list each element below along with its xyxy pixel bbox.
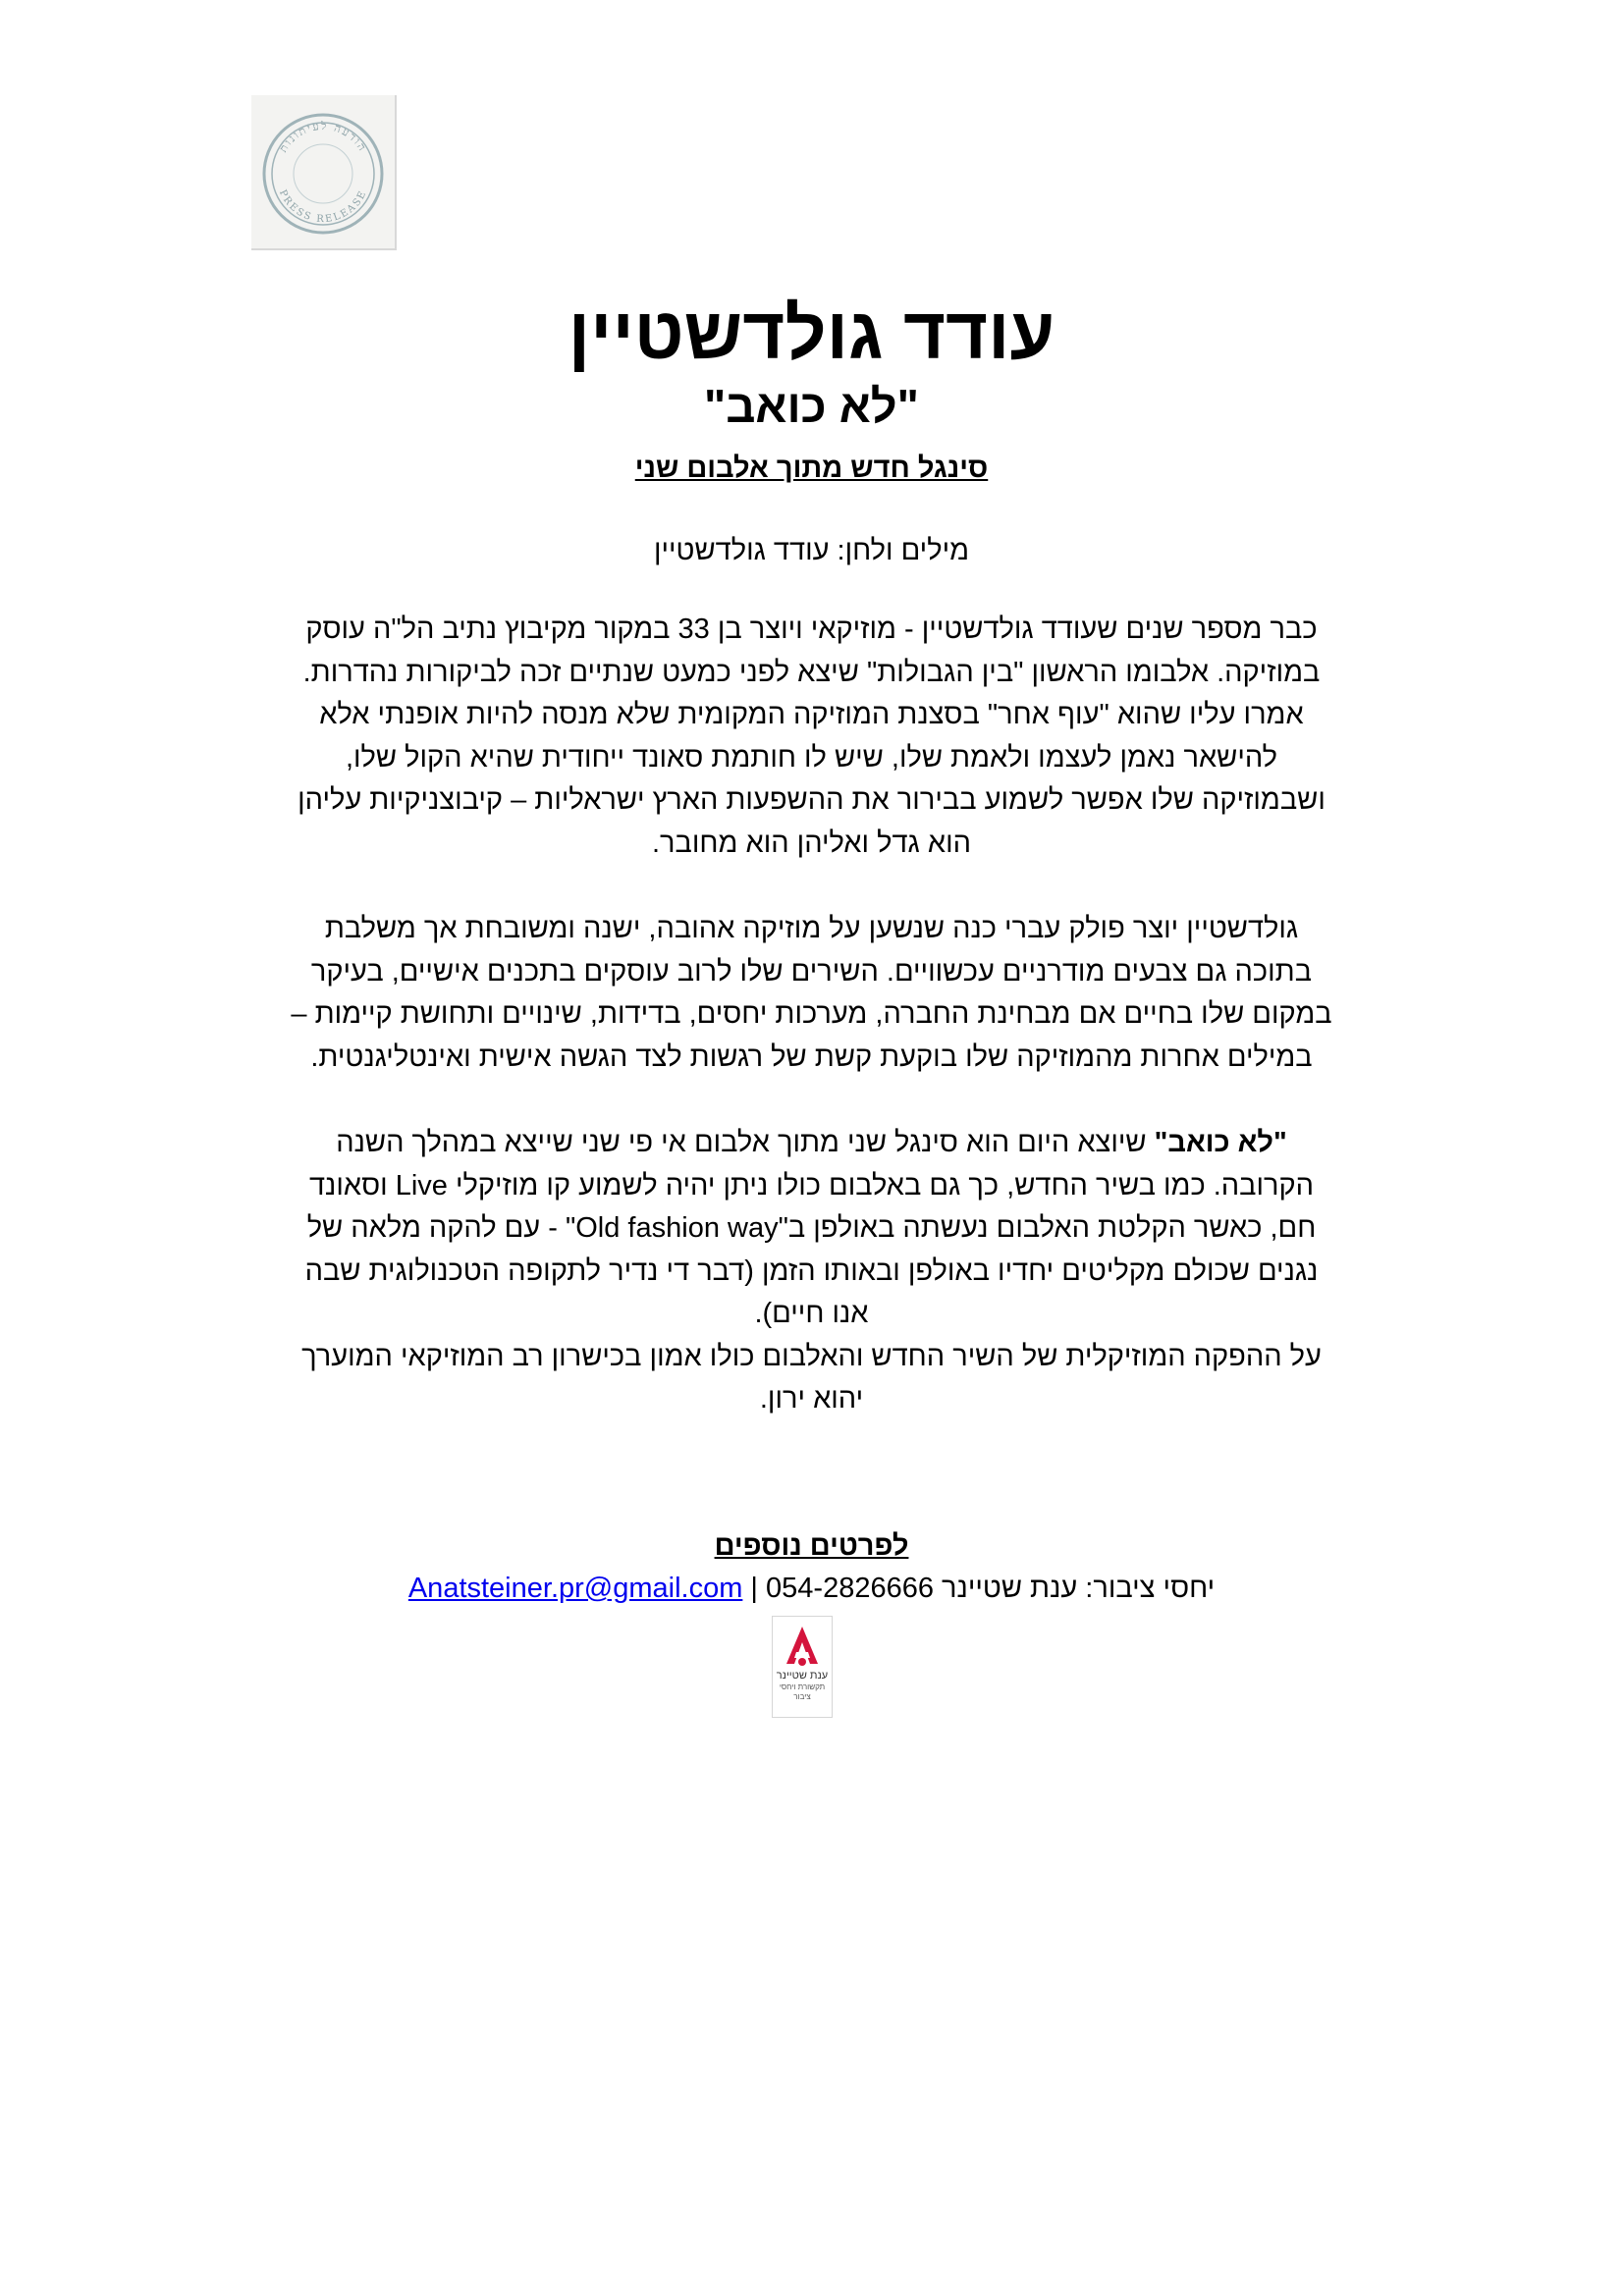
pr-agency-logo: [772, 1616, 833, 1718]
paragraph-1-line: הוא גדל ואליהן הוא מחובר.: [651, 827, 971, 859]
paragraph-3-line: יהוא ירון.: [759, 1383, 864, 1415]
paragraph-3-line: חם, כאשר הקלטת האלבום נעשתה באולפן ב"Old fashion way" - עם להקה מלאה של: [306, 1212, 1317, 1244]
email-link[interactable]: Anatsteiner.pr@gmail.com: [407, 1573, 743, 1604]
letter-a-logo-icon: [781, 1623, 824, 1668]
paragraph-3-line: על ההפקה המוזיקלית של השיר החדש והאלבום כולו אמון בכישרון רב המוזיקאי המוערך: [301, 1340, 1322, 1372]
svg-text:PRESS RELEASE: [277, 188, 369, 225]
paragraph-1-line: אמרו עליו שהוא "עוף אחר" בסצנת המוזיקה המקומית שלא מנסה להיות אופנתי אלא: [319, 699, 1304, 730]
subtitle: סינגל חדש מתוך אלבום שני: [634, 453, 989, 484]
paragraph-3-first-line: [226, 1122, 1397, 1165]
page-title: עודד גולדשטיין: [568, 293, 1055, 374]
paragraph-2-line: בתוכה גם צבעים מודרניים עכשוויים. השירים שלו לרוב עוסקים בתכנים אישיים, בעיקר: [310, 955, 1313, 988]
logo-name: ענת שטיינר: [776, 1670, 829, 1682]
contact-text: יחסי ציבור: ענת שטיינר 054-2826666 |: [742, 1573, 1216, 1604]
paragraph-2-line: במילים אחרות מהמוזיקה שלו בוקעת קשת של רגשות לצד הגשה אישית ואינטליגנטית.: [310, 1041, 1313, 1073]
song-name-bold: "לא כואב": [1154, 1127, 1287, 1158]
paragraph-3-line: הקרובה. כמו בשיר החדש, כך גם באלבום כולו ניתן יהיה לשמוע קו מוזיקלי Live וסאונד: [308, 1169, 1315, 1201]
article-body: [226, 609, 1397, 1421]
paragraph-1-line: כבר מספר שנים שעודד גולדשטיין - מוזיקאי ויוצר בן 33 במקור מקיבוץ נתיב הל"ה עוסק: [305, 614, 1318, 645]
song-title: "לא כואב": [704, 380, 919, 432]
press-release-stamp: [251, 95, 397, 250]
paragraph-1-line: במוזיקה. אלבומו הראשון "בין הגבולות" שיצא לפני כמעט שנתיים זכה לביקורות נהדרות.: [302, 656, 1321, 688]
paragraph-spacer: [226, 1079, 1397, 1122]
stamp-bottom-text: PRESS RELEASE: [276, 187, 370, 226]
paragraph-spacer: [226, 865, 1397, 908]
stamp-top-text: הודעה לעיתונות: [276, 119, 370, 155]
more-details-heading: לפרטים נוספים: [714, 1530, 909, 1562]
paragraph-3-line: אנו חיים).: [754, 1298, 869, 1329]
paragraph-2-line: גולדשטיין יוצר פולק עברי כנה שנשען על מוזיקה אהובה, ישנה ומשובחת אך משלבת: [324, 913, 1299, 944]
press-release-seal-icon: [251, 95, 395, 248]
paragraph-2-line: במקום שלו בחיים אם מבחינת החברה, מערכות יחסים, בדידות, שינויים ותחושת קיימות –: [291, 998, 1332, 1030]
paragraph-1-line: להישאר נאמן לעצמו ולאמת שלו, שיש לו חותמת סאונד ייחודית שהיא הקול שלו,: [345, 741, 1278, 774]
paragraph-3-line: נגנים שכולם מקליטים יחדיו באולפן ובאותו הזמן (דבר די נדיר לתקופה הטכנולוגית שבה: [304, 1255, 1319, 1287]
paragraph-3-first-line-text: שיוצא היום הוא סינגל שני מתוך אלבום אי פי שני שייצא במהלך השנה: [336, 1127, 1155, 1158]
paragraph-1-line: ושבמוזיקה שלו אפשר לשמוע בבירור את ההשפעות הארץ ישראליות – קיבוצניקיות עליהן: [298, 784, 1325, 816]
contact-line: [0, 1569, 1623, 1608]
logo-tagline: תקשורת ויחסי ציבור: [779, 1682, 826, 1701]
credits-line: מילים ולחן: עודד גולדשטיין: [653, 535, 970, 566]
